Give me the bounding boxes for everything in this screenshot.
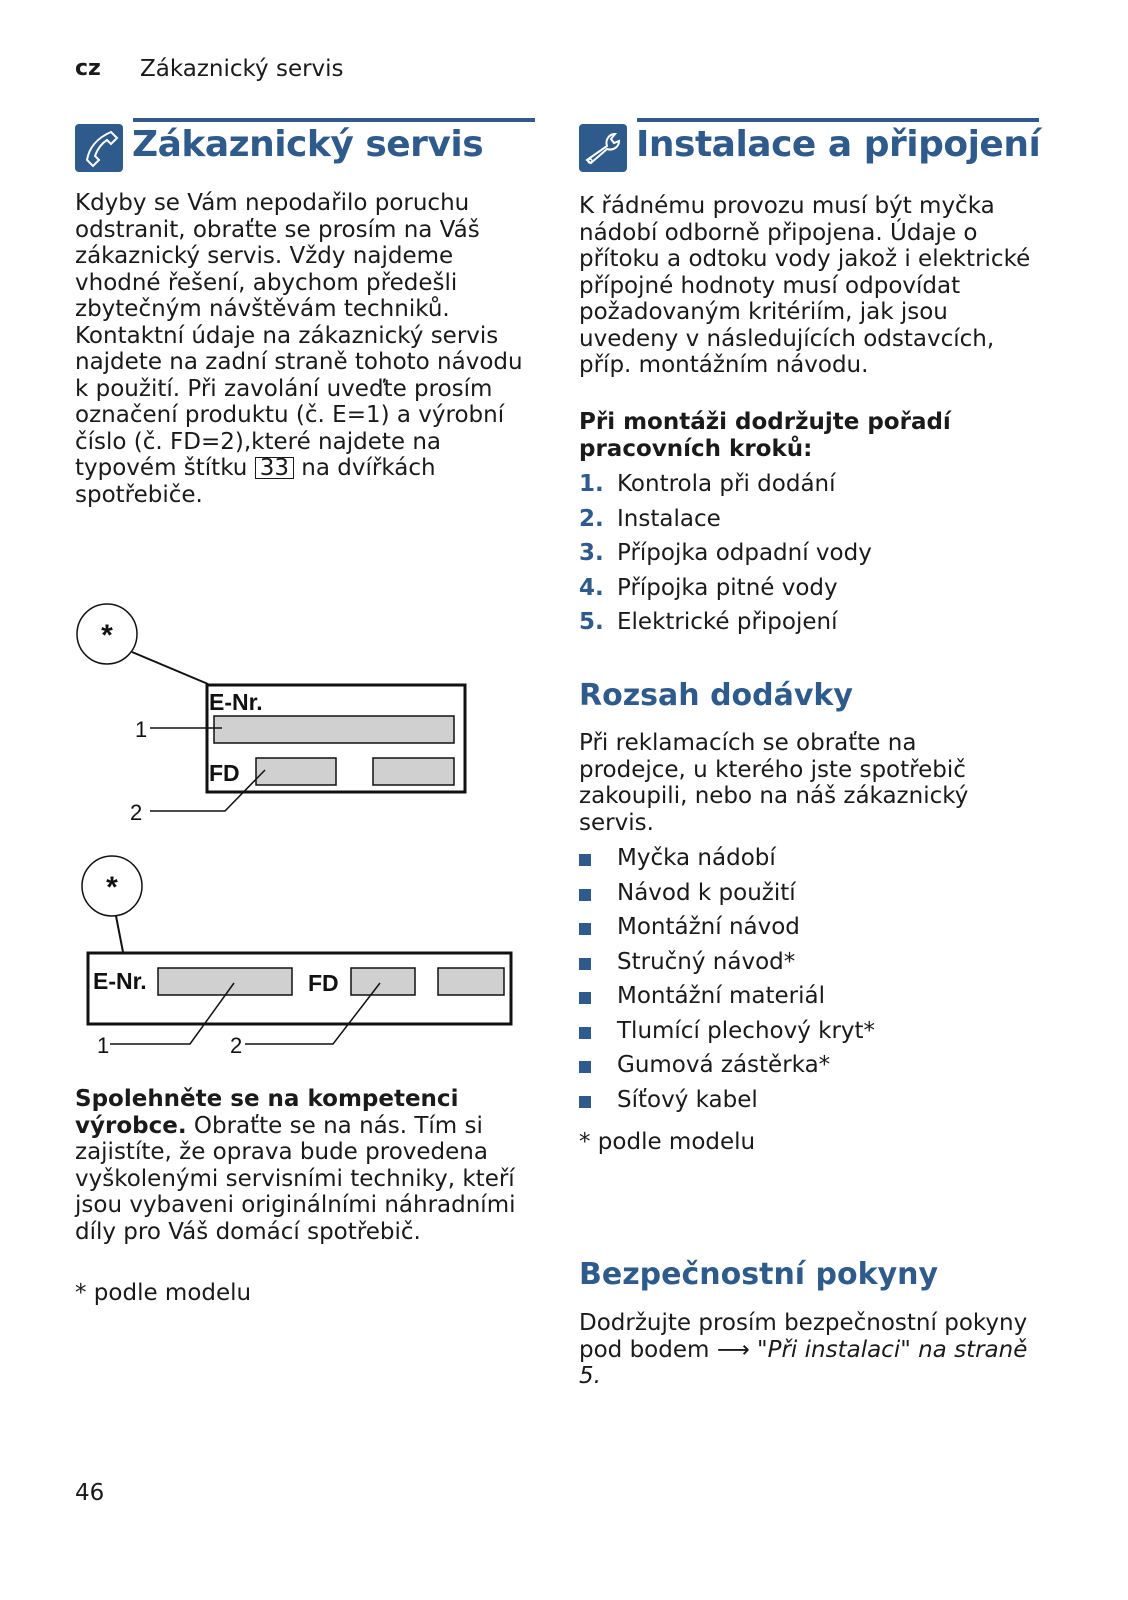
- bullet-icon: [579, 992, 591, 1004]
- safety-reference-link[interactable]: "Při instalaci" na straně 5.: [579, 1336, 1028, 1389]
- scope-item: [579, 1018, 875, 1053]
- footnote: * podle modelu: [579, 1129, 756, 1155]
- intro-text-end: na dvířkách spotřebiče.: [75, 455, 436, 508]
- reference-box: 33: [255, 457, 294, 479]
- step-item: [579, 540, 872, 575]
- running-header: Zákaznický servis: [140, 56, 344, 82]
- scope-item-text: Myčka nádobí: [617, 845, 776, 871]
- divider: [637, 118, 1039, 122]
- bullet-icon: [579, 923, 591, 935]
- scope-list: [579, 845, 875, 1121]
- step-item: [579, 609, 872, 644]
- step-text: Přípojka odpadní vody: [617, 540, 872, 566]
- step-number: 2.: [579, 505, 604, 532]
- safety-text: Dodržujte prosím bezpečnostní pokyny pod bodem: [579, 1310, 1028, 1363]
- enr-label: E-Nr.: [93, 968, 147, 994]
- step-item: [579, 575, 872, 610]
- scope-item-text: Síťový kabel: [617, 1086, 758, 1113]
- fd-label: FD: [209, 760, 240, 786]
- scope-item: [579, 949, 875, 984]
- rating-plate-diagram: [0, 0, 560, 1080]
- arrow-icon: ⟶: [716, 1336, 750, 1363]
- asterisk: *: [101, 619, 113, 652]
- callout-2: 2: [230, 1033, 243, 1058]
- scope-item-text: Stručný návod*: [617, 948, 796, 975]
- page-number: 46: [75, 1480, 105, 1506]
- wrench-icon: [579, 124, 627, 172]
- bullet-icon: [579, 1096, 591, 1108]
- bullet-icon: [579, 854, 591, 866]
- installation-intro: K řádnému provozu musí být myčka nádobí odborně připojena. Údaje o přítoku a odtoku vody jakož i elektrické přípojné hodnoty musí odpovídat požadovaným kritériím, jak jsou uvedeny v následujících odstavcích, příp. montážním návodu.: [579, 193, 1031, 378]
- section-title: Instalace a připojení: [636, 124, 1041, 165]
- scope-item-text: Návod k použití: [617, 879, 796, 906]
- scope-item: [579, 914, 875, 949]
- scope-item: [579, 1087, 875, 1122]
- scope-item: [579, 845, 875, 880]
- enr-label: E-Nr.: [209, 689, 263, 715]
- callout-2: 2: [130, 800, 143, 825]
- scope-item-text: Gumová zástěrka*: [617, 1052, 831, 1078]
- scope-item-text: Montážní návod: [617, 914, 800, 940]
- safety-title: Bezpečnostní pokyny: [579, 1257, 939, 1292]
- competence-paragraph: [75, 1086, 535, 1245]
- language-code: cz: [75, 56, 101, 81]
- scope-item: [579, 880, 875, 915]
- bullet-icon: [579, 1061, 591, 1073]
- bullet-icon: [579, 958, 591, 970]
- scope-title: Rozsah dodávky: [579, 678, 853, 713]
- fd-label: FD: [308, 970, 339, 996]
- step-number: 1.: [579, 471, 604, 497]
- bullet-icon: [579, 1027, 591, 1039]
- step-text: Přípojka pitné vody: [617, 574, 838, 601]
- bullet-icon: [579, 889, 591, 901]
- scope-item: [579, 983, 875, 1018]
- footnote: * podle modelu: [75, 1280, 252, 1306]
- scope-item: [579, 1052, 875, 1087]
- steps-list: [579, 471, 872, 644]
- intro-text: Kdyby se Vám nepodařilo poruchu odstranit, obraťte se prosím na Váš zákaznický servis. Vždy najdeme vhodné řešení, abychom předešli zbytečným návštěvám techniků. Kontaktní údaje na zákaznický servis najdete na zadní straně tohoto návodu k použití. Při zavolání uveďte prosím označení produktu (č. E=1) a výrobní číslo (č. FD=2),které najdete na typovém štítku: [75, 190, 523, 481]
- scope-item-text: Tlumící plechový kryt*: [617, 1017, 876, 1044]
- step-number: 5.: [579, 609, 604, 635]
- steps-heading: Při montáži dodržujte pořadí pracovních kroků:: [579, 409, 951, 462]
- scope-item-text: Montážní materiál: [617, 983, 825, 1009]
- closing-text: Obraťte se na nás. Tím si zajistíte, že oprava bude provedena vyškolenými servisními techniky, kteří jsou vybaveni originálními náhradními díly pro Váš domácí spotřebič.: [75, 1112, 516, 1245]
- step-item: [579, 506, 872, 541]
- bold-lead: Spolehněte se na kompetenci výrobce.: [75, 1086, 459, 1139]
- safety-paragraph: [579, 1310, 1039, 1390]
- section-title: Zákaznický servis: [132, 124, 484, 165]
- callout-1: 1: [97, 1033, 110, 1058]
- callout-1: 1: [135, 717, 148, 742]
- step-number: 4.: [579, 574, 604, 601]
- step-text: Elektrické připojení: [617, 609, 838, 635]
- step-number: 3.: [579, 540, 604, 566]
- scope-intro: Při reklamacích se obraťte na prodejce, u kterého jste spotřebič zakoupili, nebo na náš zákaznický servis.: [579, 730, 969, 836]
- step-text: Instalace: [617, 505, 721, 532]
- asterisk: *: [106, 871, 118, 904]
- step-item: [579, 471, 872, 506]
- step-text: Kontrola při dodání: [617, 471, 836, 497]
